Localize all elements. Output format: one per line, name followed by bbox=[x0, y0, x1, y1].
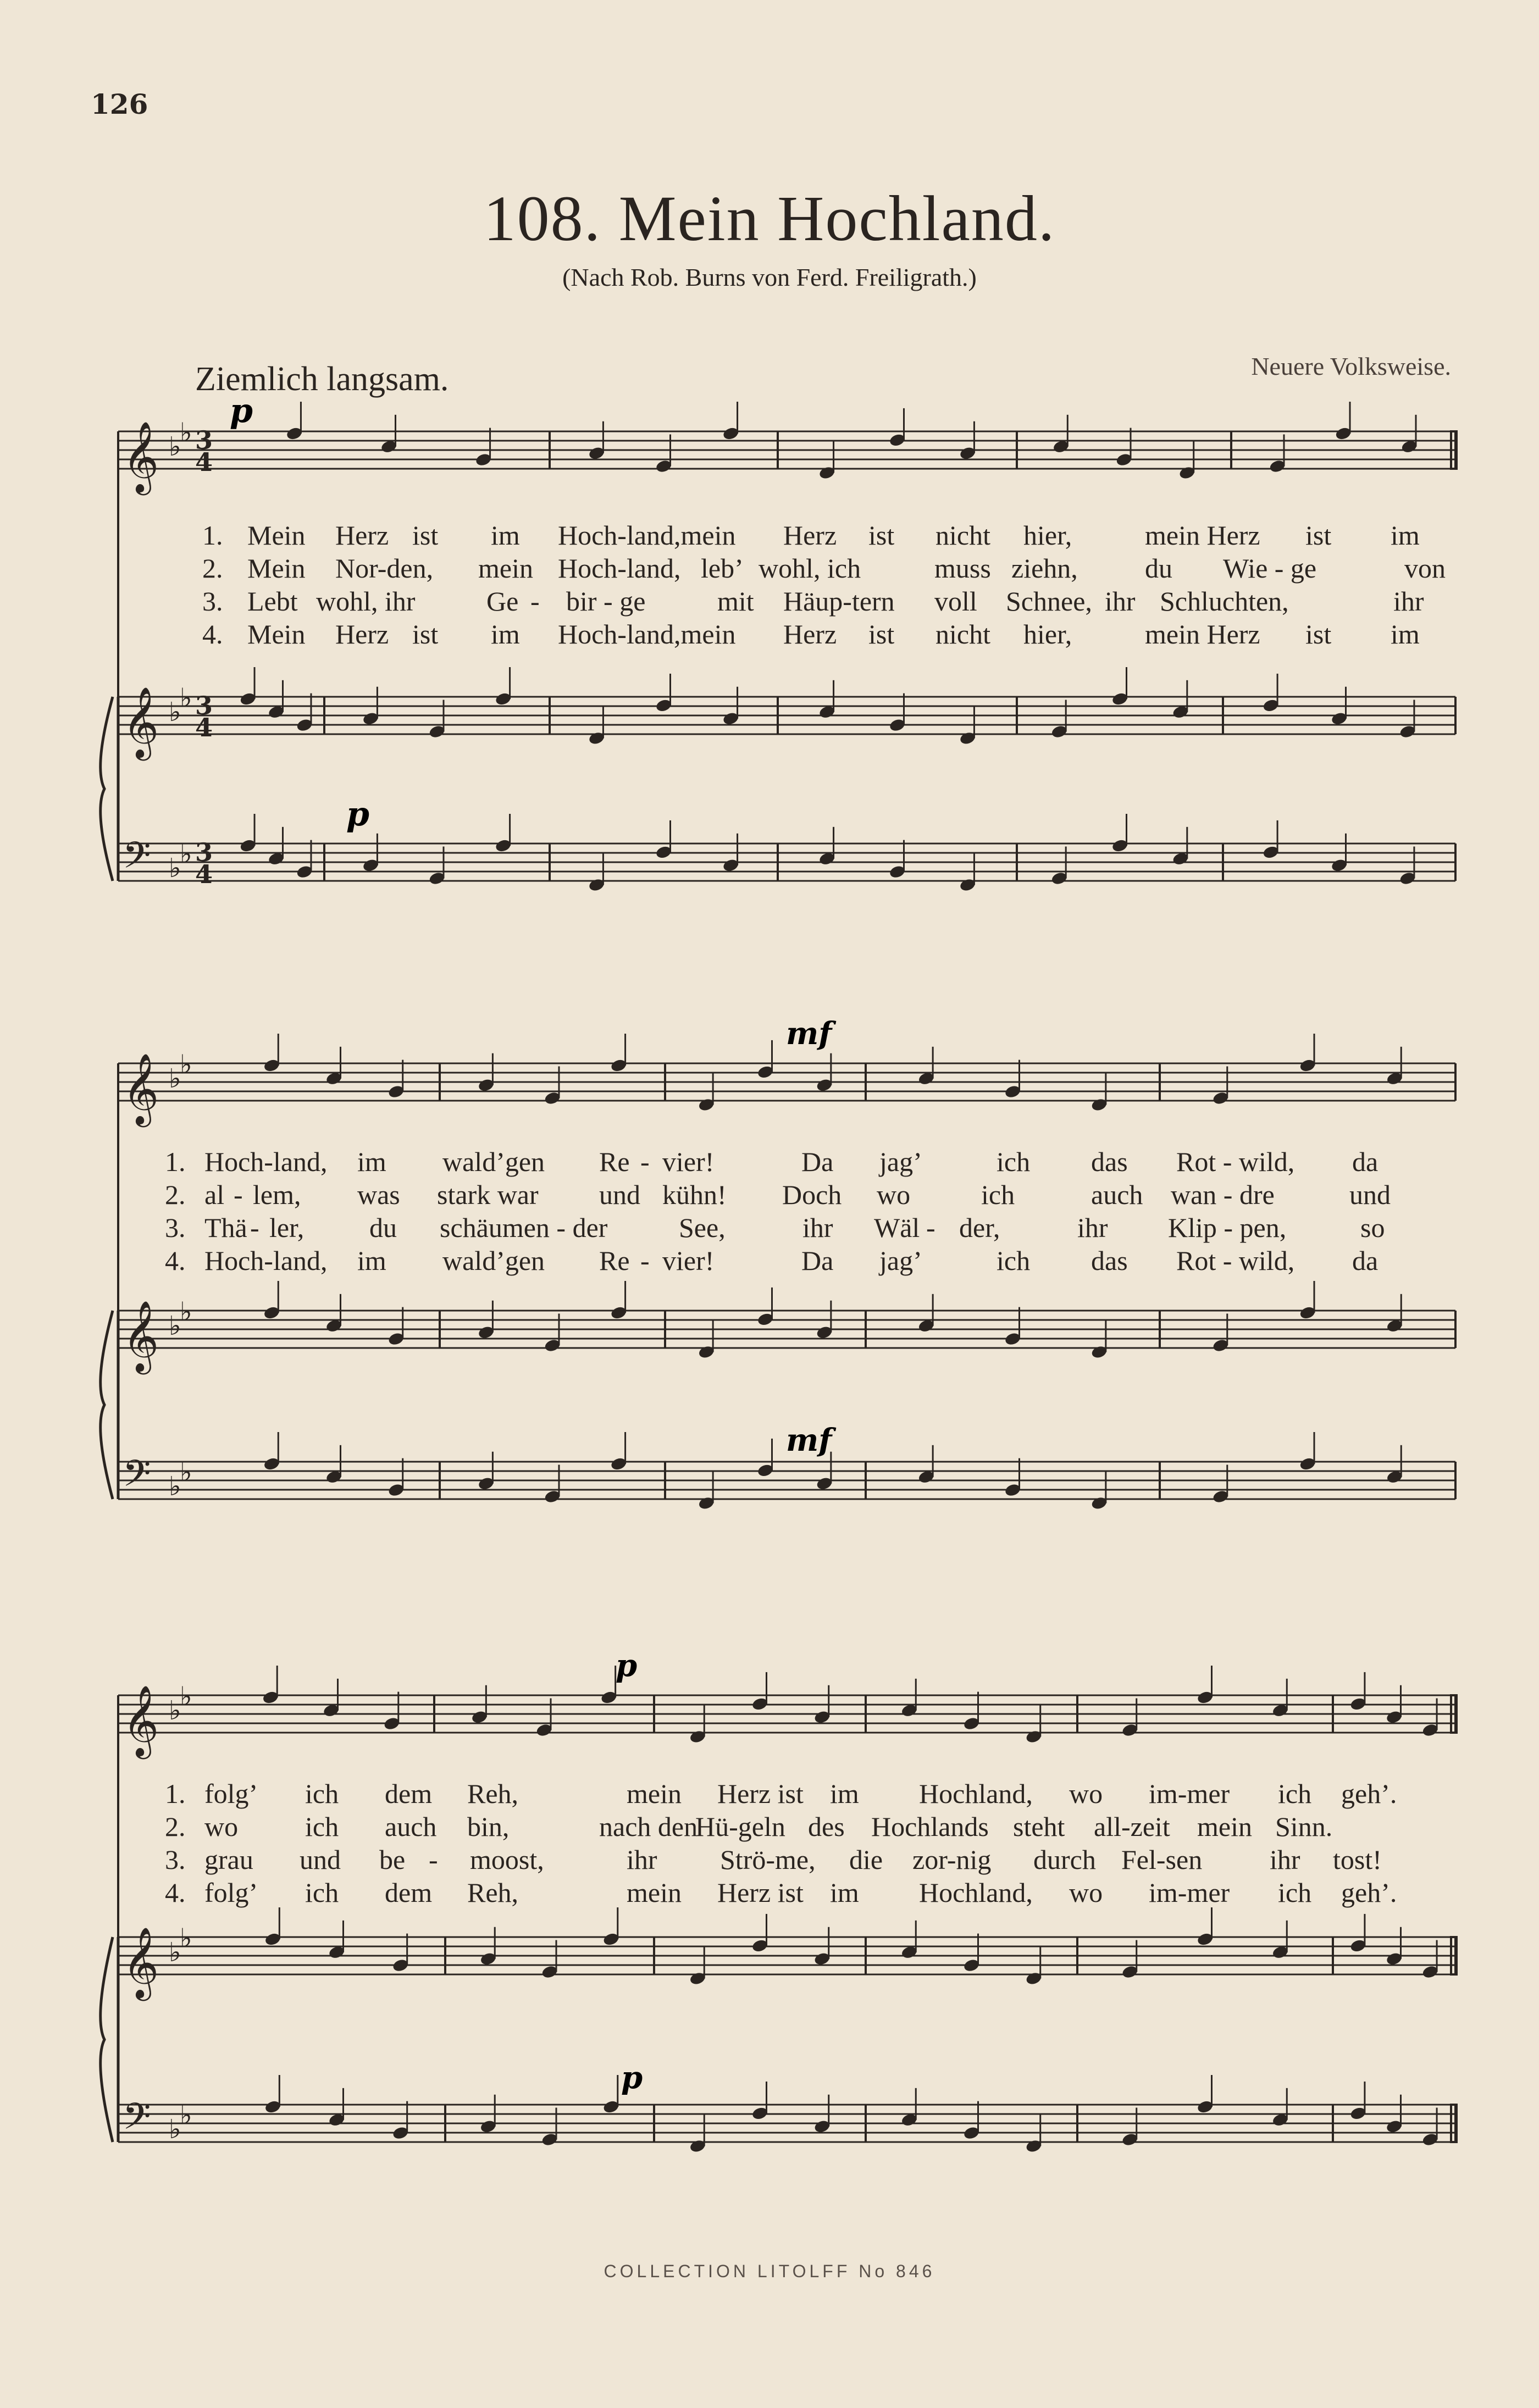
lyric-word: ziehn, bbox=[1011, 553, 1078, 584]
lyric-word: Häup-tern bbox=[783, 586, 895, 617]
lyric-word: wo bbox=[877, 1179, 911, 1210]
lyric-word: Sinn. bbox=[1275, 1811, 1333, 1842]
lyric-word: Hoch-land, bbox=[204, 1245, 328, 1276]
lyric-word: Rot - wild, bbox=[1176, 1245, 1295, 1276]
piano-brace bbox=[101, 1937, 113, 2142]
lyric-word: ist bbox=[412, 520, 439, 551]
lyric-word: im bbox=[357, 1146, 386, 1177]
time-signature-numerator: 3 bbox=[195, 691, 213, 720]
lyric-word: Hü-geln bbox=[695, 1811, 785, 1842]
lyric-word: ler, bbox=[269, 1212, 305, 1243]
lyric-word: - bbox=[926, 1212, 935, 1243]
lyric-word: bin, bbox=[467, 1811, 510, 1842]
lyric-word: leb’ bbox=[701, 553, 744, 584]
treble-clef-icon: 𝄞 bbox=[123, 1927, 159, 1998]
lyric-word: mein Herz bbox=[1145, 619, 1260, 650]
lyric-word: ist bbox=[868, 520, 895, 551]
lyric-word: folg’ bbox=[204, 1877, 258, 1908]
lyric-word: im bbox=[357, 1245, 386, 1276]
lyric-word: Hochland, bbox=[919, 1877, 1033, 1908]
flat-icon: ♭ bbox=[169, 697, 181, 728]
lyric-word: ihr bbox=[627, 1844, 657, 1875]
lyric-word: Rot - wild, bbox=[1176, 1146, 1295, 1177]
lyric-word: geh’. bbox=[1341, 1778, 1397, 1809]
lyric-word: - bbox=[429, 1844, 438, 1875]
lyric-word: folg’ bbox=[204, 1778, 258, 1809]
lyric-word: - bbox=[640, 1245, 650, 1276]
tempo-marking: Ziemlich langsam. bbox=[195, 360, 449, 398]
lyric-word: muss bbox=[934, 553, 991, 584]
lyric-word: da bbox=[1352, 1146, 1379, 1177]
verse-number: 3. bbox=[165, 1212, 186, 1243]
lyric-word: und bbox=[300, 1844, 341, 1875]
lyric-word: des bbox=[808, 1811, 845, 1842]
flat-icon: ♭ bbox=[180, 417, 192, 448]
lyric-word: die bbox=[849, 1844, 883, 1875]
lyric-word: all-zeit bbox=[1094, 1811, 1170, 1842]
lyric-word: was bbox=[357, 1179, 400, 1210]
lyric-word: vier! bbox=[662, 1146, 715, 1177]
lyric-word: Reh, bbox=[467, 1778, 519, 1809]
flat-icon: ♭ bbox=[180, 1457, 192, 1488]
lyric-word: ihr bbox=[1270, 1844, 1300, 1875]
lyric-word: voll bbox=[934, 586, 977, 617]
song-title: 108. Mein Hochland. bbox=[483, 182, 1056, 254]
time-signature-numerator: 3 bbox=[195, 837, 213, 867]
lyric-word: wald’gen bbox=[442, 1146, 545, 1177]
dynamic-p-voice-1: p bbox=[230, 392, 253, 430]
lyric-word: Hochland, bbox=[919, 1778, 1033, 1809]
lyric-word: nicht bbox=[935, 520, 990, 551]
time-signature-numerator: 3 bbox=[195, 425, 213, 455]
lyric-word: im bbox=[1391, 520, 1420, 551]
lyric-word: auch bbox=[1091, 1179, 1143, 1210]
lyric-word: kühn! bbox=[662, 1179, 727, 1210]
verse-number: 1. bbox=[165, 1778, 186, 1809]
lyric-line-s3-v1 bbox=[0, 1778, 1539, 1811]
lyric-word: mein bbox=[627, 1877, 682, 1908]
lyric-word: stark war bbox=[437, 1179, 539, 1210]
lyric-line-s1-v3 bbox=[0, 585, 1539, 618]
dynamic-p-voice-3: p bbox=[616, 1647, 638, 1684]
lyric-word: Herz bbox=[335, 520, 389, 551]
dynamic-p-piano-1: p bbox=[346, 795, 369, 834]
lyric-line-s2-v1 bbox=[0, 1146, 1539, 1179]
lyric-word: dem bbox=[385, 1877, 433, 1908]
verse-number: 3. bbox=[165, 1844, 186, 1875]
composer-credit: Neuere Volksweise. bbox=[1251, 352, 1451, 380]
lyric-word: wo bbox=[204, 1811, 239, 1842]
lyric-word: mein bbox=[478, 553, 533, 584]
lyric-word: grau bbox=[204, 1844, 253, 1875]
lyric-word: ich bbox=[997, 1146, 1031, 1177]
lyric-word: al bbox=[204, 1179, 225, 1210]
lyric-word: Wäl bbox=[874, 1212, 920, 1243]
lyric-word: Herz bbox=[335, 619, 389, 650]
lyric-word: Reh, bbox=[467, 1877, 519, 1908]
flat-icon: ♭ bbox=[180, 1296, 192, 1328]
lyric-word: hier, bbox=[1023, 619, 1072, 650]
treble-clef-icon: 𝄞 bbox=[123, 421, 159, 492]
lyric-word: du bbox=[1145, 553, 1172, 584]
lyric-word: ich bbox=[1278, 1877, 1312, 1908]
lyric-word: so bbox=[1360, 1212, 1385, 1243]
verse-number: 4. bbox=[165, 1877, 186, 1908]
lyric-word: nach den bbox=[599, 1811, 698, 1842]
dynamic-mf-voice-2: mf bbox=[786, 1016, 832, 1052]
lyric-word: ihr bbox=[1105, 586, 1136, 617]
flat-icon: ♭ bbox=[169, 1937, 181, 1968]
lyric-word: Schluchten, bbox=[1160, 586, 1289, 617]
lyric-word: zor-nig bbox=[912, 1844, 992, 1875]
lyric-word: das bbox=[1091, 1245, 1128, 1276]
verse-number: 2. bbox=[202, 553, 223, 584]
flat-icon: ♭ bbox=[169, 431, 181, 462]
time-signature-denominator: 4 bbox=[195, 859, 213, 889]
page-number: 126 bbox=[91, 88, 148, 120]
lyric-word: Hoch-land,mein bbox=[558, 520, 736, 551]
lyric-line-s2-v2 bbox=[0, 1179, 1539, 1212]
lyric-word: tost! bbox=[1333, 1844, 1382, 1875]
lyric-word: Hochlands bbox=[871, 1811, 989, 1842]
lyric-word: - bbox=[530, 586, 540, 617]
lyric-word: Ge bbox=[486, 586, 519, 617]
lyric-word: im bbox=[830, 1877, 859, 1908]
lyric-word: Herz bbox=[783, 520, 837, 551]
lyric-line-s1-v4 bbox=[0, 618, 1539, 651]
lyric-word: Herz ist bbox=[717, 1877, 804, 1908]
lyric-word: ist bbox=[412, 619, 439, 650]
lyric-word: ich bbox=[997, 1245, 1031, 1276]
lyric-word: nicht bbox=[935, 619, 990, 650]
lyric-word: wald’gen bbox=[442, 1245, 545, 1276]
lyric-word: Hoch-land,mein bbox=[558, 619, 736, 650]
verse-number: 1. bbox=[202, 520, 223, 551]
song-subtitle: (Nach Rob. Burns von Ferd. Freiligrath.) bbox=[562, 263, 977, 291]
flat-icon: ♭ bbox=[169, 1695, 181, 1726]
lyric-word: ihr bbox=[1077, 1212, 1108, 1243]
lyric-line-s2-v3 bbox=[0, 1212, 1539, 1245]
lyric-word: Schnee, bbox=[1006, 586, 1092, 617]
lyric-line-s3-v4 bbox=[0, 1877, 1539, 1910]
treble-clef-icon: 𝄞 bbox=[123, 1685, 159, 1756]
verse-number: 4. bbox=[202, 619, 223, 650]
lyric-word: Hoch-land, bbox=[204, 1146, 328, 1177]
lyric-word: ihr bbox=[1393, 586, 1424, 617]
bass-clef-icon: 𝄢 bbox=[123, 834, 151, 885]
lyric-word: Hoch-land, bbox=[558, 553, 681, 584]
lyric-word: Re bbox=[599, 1146, 630, 1177]
lyric-word: Nor-den, bbox=[335, 553, 434, 584]
dynamic-p-piano-3: p bbox=[621, 2060, 643, 2096]
lyric-word: moost, bbox=[470, 1844, 544, 1875]
lyric-word: ich bbox=[1278, 1778, 1312, 1809]
flat-icon: ♭ bbox=[180, 683, 192, 714]
lyric-word: Thä bbox=[204, 1212, 247, 1243]
lyric-word: mein bbox=[627, 1778, 682, 1809]
lyric-word: Doch bbox=[782, 1179, 842, 1210]
lyric-word: - bbox=[250, 1212, 259, 1243]
verse-number: 1. bbox=[165, 1146, 186, 1177]
lyric-word: im-mer bbox=[1149, 1778, 1230, 1809]
publisher-footer: COLLECTION LITOLFF No 846 bbox=[604, 2261, 935, 2281]
verse-number: 3. bbox=[202, 586, 223, 617]
lyric-word: See, bbox=[679, 1212, 726, 1243]
lyric-word: jag’ bbox=[879, 1245, 922, 1276]
lyric-word: wo bbox=[1069, 1778, 1103, 1809]
lyric-word: Herz ist bbox=[717, 1778, 804, 1809]
lyric-word: ich bbox=[305, 1877, 339, 1908]
lyric-word: von bbox=[1404, 553, 1446, 584]
lyric-word: und bbox=[599, 1179, 640, 1210]
lyric-word: Herz bbox=[783, 619, 837, 650]
lyric-line-s2-v4 bbox=[0, 1245, 1539, 1278]
lyric-word: ist bbox=[1305, 520, 1332, 551]
lyric-line-s3-v3 bbox=[0, 1844, 1539, 1877]
lyric-word: Re bbox=[599, 1245, 630, 1276]
lyric-word: im-mer bbox=[1149, 1877, 1230, 1908]
lyric-word: Da bbox=[801, 1146, 834, 1177]
dynamic-mf-piano-2: mf bbox=[786, 1422, 832, 1458]
lyric-word: durch bbox=[1033, 1844, 1096, 1875]
lyric-word: du bbox=[369, 1212, 397, 1243]
lyric-line-s1-v2 bbox=[0, 552, 1539, 585]
treble-clef-icon: 𝄞 bbox=[123, 1300, 159, 1372]
flat-icon: ♭ bbox=[169, 853, 181, 884]
lyric-word: geh’. bbox=[1341, 1877, 1397, 1908]
verse-number: 2. bbox=[165, 1179, 186, 1210]
flat-icon: ♭ bbox=[169, 1471, 181, 1502]
lyric-word: Lebt bbox=[247, 586, 298, 617]
verse-number: 4. bbox=[165, 1245, 186, 1276]
lyric-word: im bbox=[830, 1778, 859, 1809]
time-signature-denominator: 4 bbox=[195, 713, 213, 742]
bass-clef-icon: 𝄢 bbox=[123, 2095, 151, 2146]
lyric-word: auch bbox=[385, 1811, 437, 1842]
lyric-word: im bbox=[491, 520, 520, 551]
lyric-word: Mein bbox=[247, 553, 306, 584]
lyric-word: jag’ bbox=[879, 1146, 922, 1177]
lyric-word: Mein bbox=[247, 619, 306, 650]
lyric-word: der, bbox=[959, 1212, 1000, 1243]
flat-icon: ♭ bbox=[180, 1049, 192, 1080]
verse-number: 2. bbox=[165, 1811, 186, 1842]
lyric-line-s1-v1 bbox=[0, 519, 1539, 552]
bass-clef-icon: 𝄢 bbox=[123, 1452, 151, 1503]
treble-clef-icon: 𝄞 bbox=[123, 1053, 159, 1124]
lyric-word: ist bbox=[1305, 619, 1332, 650]
flat-icon: ♭ bbox=[180, 1681, 192, 1712]
lyric-word: wohl, ich bbox=[759, 553, 861, 584]
lyric-word: - bbox=[640, 1146, 650, 1177]
lyric-word: vier! bbox=[662, 1245, 715, 1276]
lyric-word: mit bbox=[717, 586, 754, 617]
lyric-word: - bbox=[234, 1179, 243, 1210]
lyric-word: dem bbox=[385, 1778, 433, 1809]
flat-icon: ♭ bbox=[169, 2114, 181, 2145]
flat-icon: ♭ bbox=[169, 1063, 181, 1094]
flat-icon: ♭ bbox=[180, 1923, 192, 1954]
lyric-word: Mein bbox=[247, 520, 306, 551]
lyric-word: ich bbox=[981, 1179, 1015, 1210]
lyric-word: ich bbox=[305, 1811, 339, 1842]
lyric-word: im bbox=[1391, 619, 1420, 650]
lyric-word: wohl, ihr bbox=[316, 586, 416, 617]
lyric-word: Fel-sen bbox=[1121, 1844, 1203, 1875]
lyric-line-s3-v2 bbox=[0, 1811, 1539, 1844]
lyric-word: Klip - pen, bbox=[1168, 1212, 1287, 1243]
lyric-word: be bbox=[379, 1844, 406, 1875]
lyric-word: im bbox=[491, 619, 520, 650]
lyric-word: lem, bbox=[253, 1179, 301, 1210]
lyric-word: Da bbox=[801, 1245, 834, 1276]
lyric-word: das bbox=[1091, 1146, 1128, 1177]
flat-icon: ♭ bbox=[180, 2100, 192, 2131]
lyric-word: Strö-me, bbox=[720, 1844, 816, 1875]
piano-brace bbox=[101, 697, 113, 881]
treble-clef-icon: 𝄞 bbox=[123, 686, 159, 758]
lyric-word: und bbox=[1349, 1179, 1391, 1210]
lyric-word: steht bbox=[1013, 1811, 1065, 1842]
piano-brace bbox=[101, 1311, 113, 1499]
time-signature-denominator: 4 bbox=[195, 447, 213, 477]
lyric-word: hier, bbox=[1023, 520, 1072, 551]
flat-icon: ♭ bbox=[169, 1311, 181, 1341]
lyric-word: mein bbox=[1197, 1811, 1252, 1842]
lyric-word: wo bbox=[1069, 1877, 1103, 1908]
lyric-word: da bbox=[1352, 1245, 1379, 1276]
lyric-word: schäumen - der bbox=[440, 1212, 608, 1243]
lyric-word: Wie - ge bbox=[1223, 553, 1317, 584]
lyric-word: ihr bbox=[802, 1212, 833, 1243]
flat-icon: ♭ bbox=[180, 839, 192, 870]
lyric-word: ich bbox=[305, 1778, 339, 1809]
lyric-word: wan - dre bbox=[1171, 1179, 1275, 1210]
lyric-word: mein Herz bbox=[1145, 520, 1260, 551]
lyric-word: bir - ge bbox=[566, 586, 646, 617]
lyric-word: ist bbox=[868, 619, 895, 650]
